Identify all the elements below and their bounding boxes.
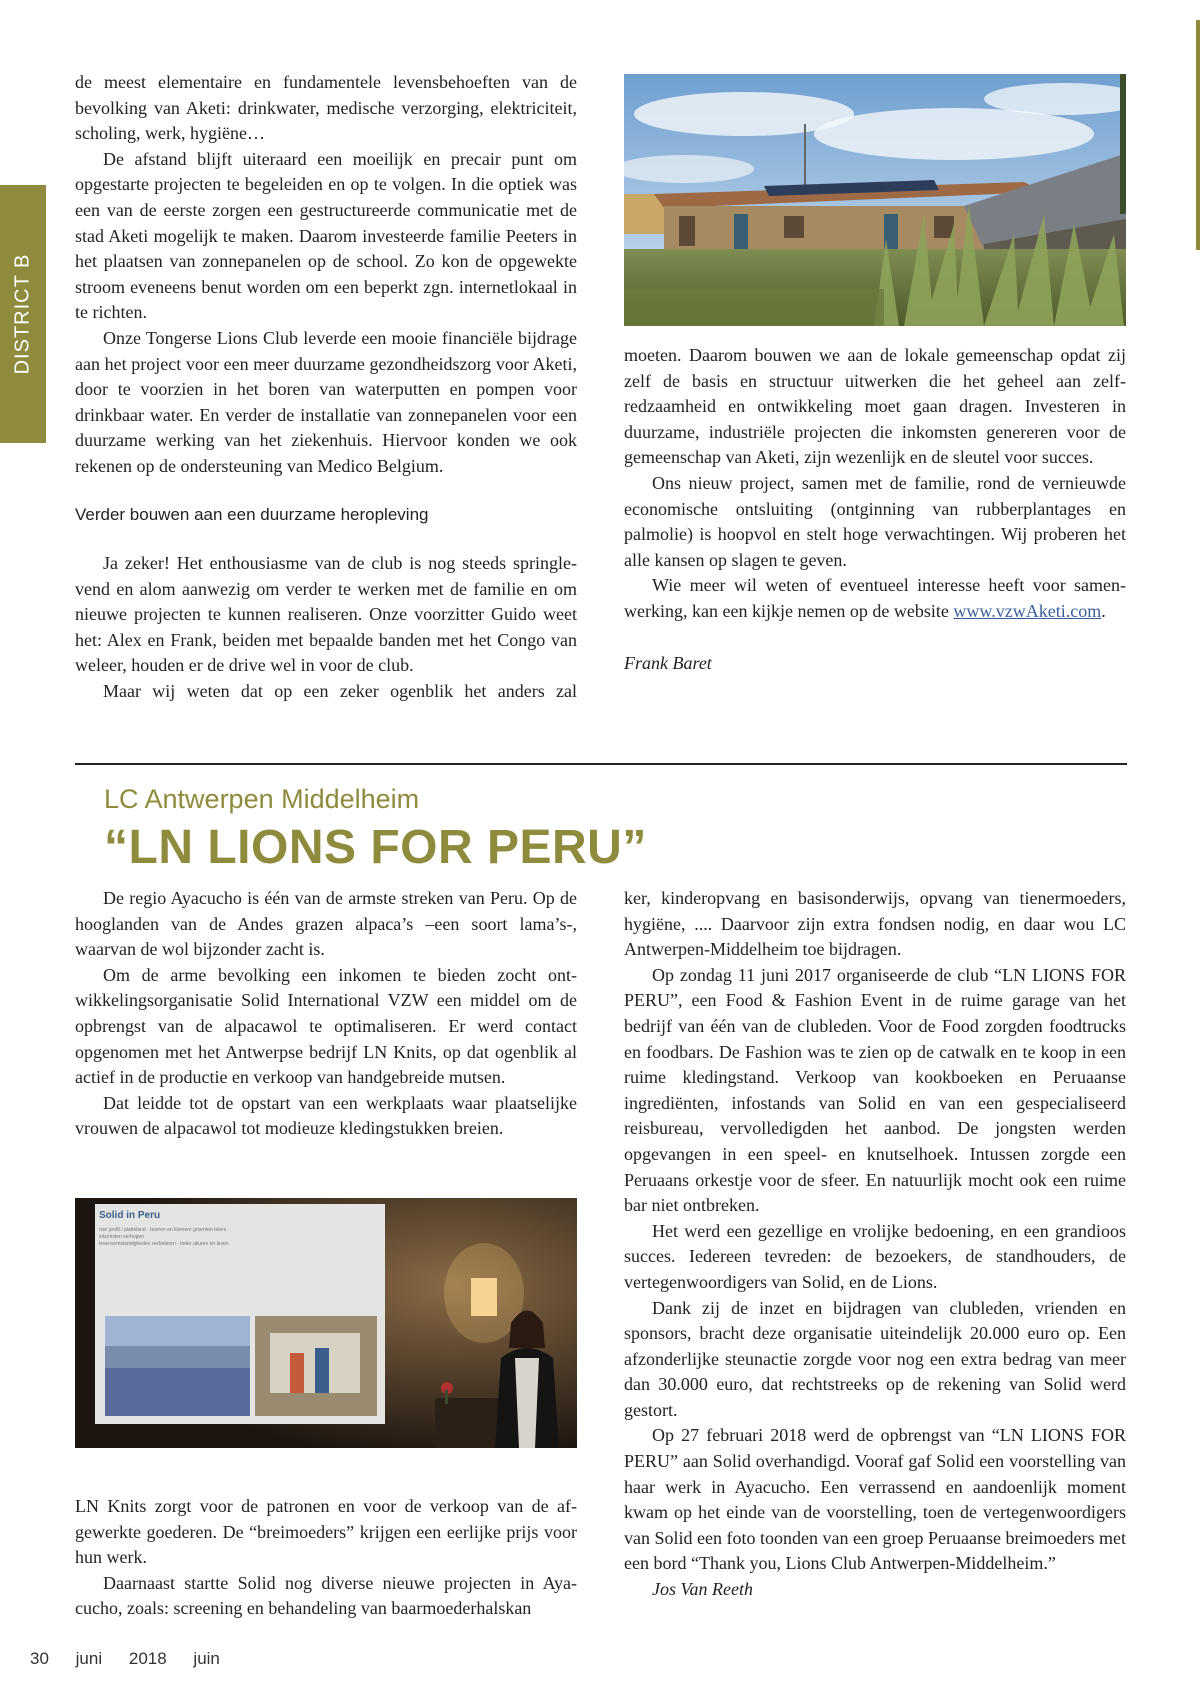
page-edge-mark	[1196, 20, 1200, 250]
paragraph: De afstand blijft uiteraard een moeilijk en precair punt om opgestarte projecten te begeleiden en op te volgen. In die optiek was een van de eerste zorgen een gestructureerde communicatie met de stad Aketi mogelijk te maken. Daarom investeerde familie Peeters in het plaatsen van zonnepanelen op de school. Zo kon de opgewekte stroom eveneens benut worden om een beperkt zgn. internetlokaal in te richten.	[75, 148, 577, 323]
paragraph: Dat leidde tot de opstart van een werkplaats waar plaatselijke vrouwen de alpacawol tot modieuze kledingstukken breien.	[75, 1092, 577, 1139]
article2-right-column	[624, 886, 1126, 1603]
presentation-photo	[75, 1198, 577, 1448]
paragraph: de meest elementaire en fundamentele levensbehoeften van de bevolking van Aketi: drinkwater, medische verzorging, elektriciteit, scholing, werk, hygiëne…	[75, 72, 577, 144]
article1-subheading: Verder bouwen aan een duurzame heropleving	[75, 504, 429, 524]
paragraph: De regio Ayacucho is één van de armste streken van Peru. Op de hooglanden van de Andes grazen alpaca’s –een soort lama’s-, waarvan de wol bijzonder zacht is.	[75, 888, 577, 960]
paragraph: Om de arme bevolking een inkomen te bieden zocht ontwikkelingsorganisatie Solid International VZW een middel om de opbrengst van de alpacawol te optimaliseren. Er werd contact opgenomen met het Antwerpse bedrijf LN Knits, op dat ogenblik al actief in de productie en verkoop van handgebreide mutsen.	[75, 964, 577, 1088]
slide-bullet: non profit / platteland · boeren en kleinere groenten telers	[99, 1227, 227, 1233]
section-divider	[75, 763, 1127, 765]
article2-left-column	[75, 886, 577, 1142]
district-tab-label: DISTRICT B	[11, 253, 34, 375]
article1-right-column	[624, 343, 1126, 676]
paragraph: Dank zij de inzet en bijdragen van clubleden, vrienden en sponsors, bracht deze organisatie uiteindelijk 20.000 euro op. Een afzonderlijke steunactie zorgde voor nog een extra bedrag van meer dan 30.000 euro, dat rechtstreeks op de rekening van Solid werd gestort.	[624, 1297, 1126, 1420]
page-footer	[30, 1649, 242, 1669]
paragraph: Onze Tongerse Lions Club leverde een mooie financiële bijdrage aan het project voor een meer duurzame gezondheidszorg voor Aketi, door te voorzien in het boren van waterputten en pompen voor drinkbaar water. En verder de installatie van zonnepanelen voor een duurzame werking van het ziekenhuis. Hiervoor konden we ook rekenen op de ondersteuning van Medico Belgium.	[75, 327, 577, 476]
district-tab	[0, 185, 46, 443]
slide-bullet: levensomstandigheden verbeteren · beter akuren en leven	[99, 1241, 229, 1247]
slide-title: Solid in Peru	[99, 1210, 161, 1221]
paragraph: Daarnaast startte Solid nog diverse nieuwe projecten in Ayacucho, zoals: screening en behandeling van baarmoederhalskan	[75, 1572, 577, 1619]
school-solar-panels-photo	[624, 74, 1126, 326]
paragraph: Ons nieuw project, samen met de familie, rond de vernieuwde economische ontsluiting (ontginning van rubberplantages en palmolie) is hoopvol en stelt hoge verwachtingen. Wij proberen het alle kansen op slagen te geven.	[624, 472, 1126, 570]
paragraph: Het werd een gezellige en vrolijke bedoening, en een grandioos succes. Iedereen tevreden: de bezoekers, de standhouders, de vertegenwoordigers van Solid, en de Lions.	[624, 1220, 1126, 1292]
article2-left-column-continued	[75, 1494, 577, 1622]
article1-author: Frank Baret	[624, 652, 712, 673]
slide-text	[99, 1210, 369, 1248]
page-number: 30	[30, 1649, 49, 1668]
article2-title: “LN LIONS FOR PERU”	[104, 821, 647, 874]
paragraph: Op 27 februari 2018 werd de opbrengst van “LN LIONS FOR PERU” aan Solid overhandigd. Vooraf gaf Solid een voorstelling van haar werk in Ayacucho. Een verrassend en aandoenlijk moment kwam op het einde van de voorstelling, toen de vertegenwoordigers van Solid een foto toonden van een groep Peruaanse breimoeders met een bord “Thank you, Lions Club Antwerpen-Middelheim.”	[624, 1425, 1126, 1574]
paragraph: Op zondag 11 juni 2017 organiseerde de club “LN LIONS FOR PERU”, een Food & Fashion Event in de ruime garage van het bedrijf van één van de clubleden. Voor de Food zorgden foodtrucks en foodbars. De Fashion was te zien op de catwalk en te koop in een ruime kledingstand. Verkoop van kookboeken en Peruaanse ingrediënten, infostands van Solid en van een gespecialiseerd reisbureau, vervolledigden het aanbod. De jongsten werden opgevangen in een speel- en knutselhoek. Intussen zorgde een Peruaans orkestje voor de sfeer. En natuurlijk mocht ook een ruime bar niet ontbreken.	[624, 964, 1126, 1216]
paragraph: Ja zeker! Het enthousiasme van de club is nog steeds springlevend en alom aanwezig om verder te werken met de familie en om nieuwe projecten te kunnen realiseren. Onze voorzitter Guido weet het: Alex en Frank, beiden met bepaalde banden met het Congo van weleer, houden er de drive wel in voor de club.	[75, 553, 577, 676]
article2-author: Jos Van Reeth	[652, 1579, 753, 1600]
slide-bullet: inkomsten verhogen	[99, 1234, 145, 1240]
paragraph: ker, kinderopvang en basisonderwijs, opvang van tienermoeders, hygiëne, .... Daarvoor zijn extra fondsen nodig, en daar wou LC Antwerpen-Middelheim toe bijdragen.	[624, 888, 1126, 960]
paragraph: moeten. Daarom bouwen we aan de lokale gemeenschap opdat zij zelf de basis en structuur uitwerken die het geheel aan zelfredzaamheid en ontwikkeling moet gaan dragen. Investeren in duurzame, industriële projecten die inkomsten genereren voor de gemeenschap van Aketi, zijn wezenlijk en de sleutel voor succes.	[624, 345, 1126, 468]
footer-month-fr: juin	[193, 1649, 220, 1668]
paragraph: LN Knits zorgt voor de patronen en voor de verkoop van de afgewerkte goederen. De “breimoeders” krijgen een eerlijke prijs voor hun werk.	[75, 1496, 577, 1568]
footer-month-nl: juni	[75, 1649, 103, 1668]
paragraph-text: Wie meer wil weten of eventueel interesse heeft voor samenwerking, kan een kijkje nemen op de website	[624, 575, 1126, 621]
paragraph: Maar wij weten dat op een zeker ogenblik het anders zal	[103, 681, 577, 702]
footer-year: 2018	[128, 1649, 167, 1668]
article2-kicker: LC Antwerpen Middelheim	[104, 784, 420, 814]
website-link[interactable]: www.vzwAketi.com	[953, 600, 1102, 621]
article1-left-column	[75, 70, 577, 705]
paragraph	[624, 573, 1126, 624]
paragraph-text: .	[1101, 600, 1106, 621]
